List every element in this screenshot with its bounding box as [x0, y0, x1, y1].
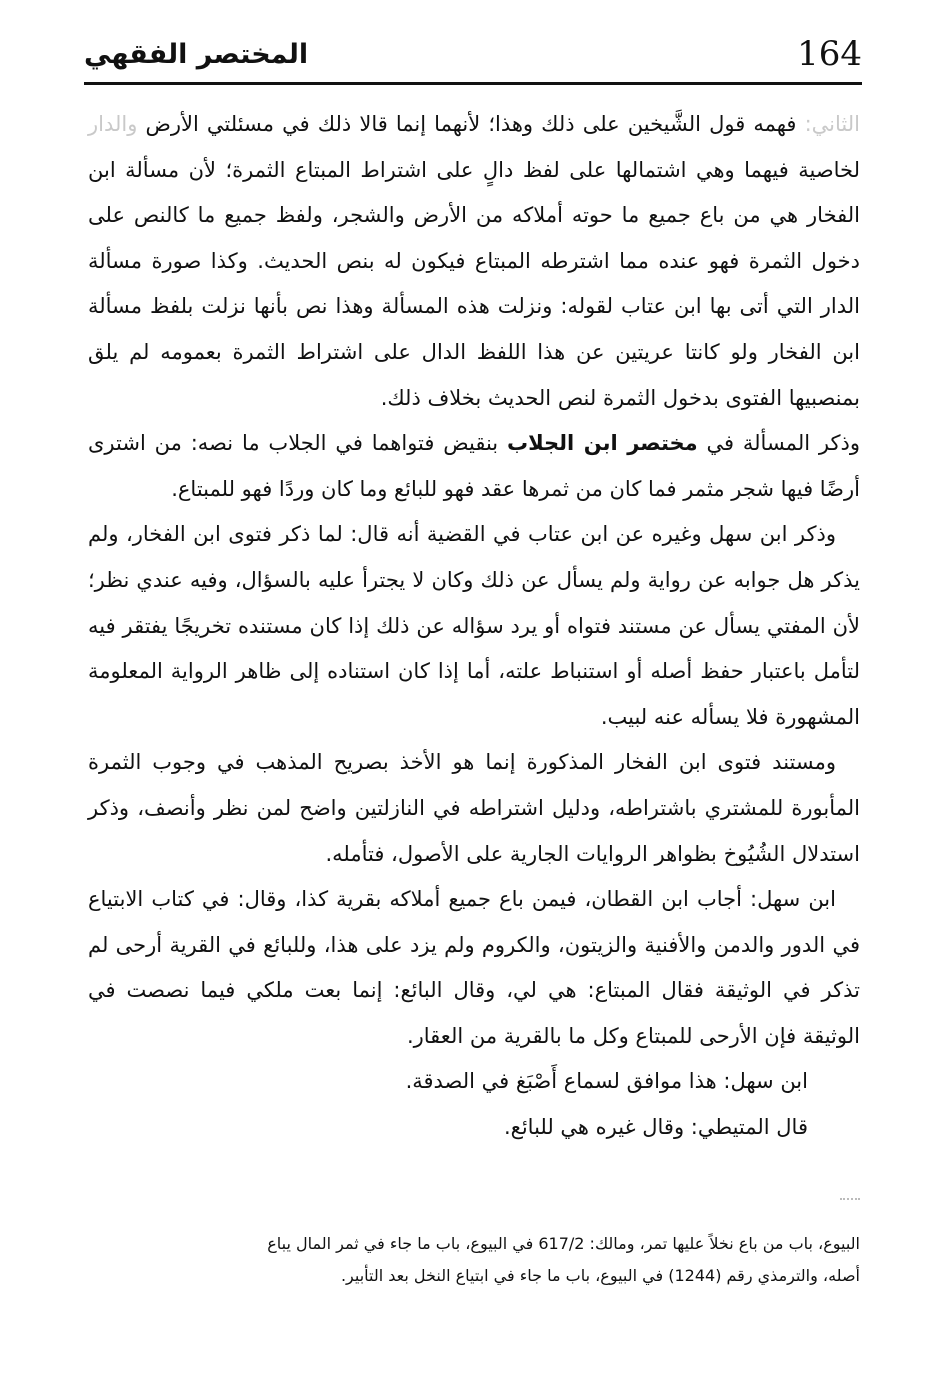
paragraph-4: ومستند فتوى ابن الفخار المذكورة إنما هو الأخذ بصريح المذهب في وجوب الثمرة المأبورة للمشتري باشتراطه، ودليل اشتراطه في النازلتين واضح لمن نظر وأنصف، وذكر استدلال الشُيُوخ بظواهر الروايات الجارية على الأصول، فتأمله. — [88, 750, 860, 866]
paragraph-1-text: فهمه قول الشَّيخين على ذلك وهذا؛ لأنهما إنما قالا ذلك في مسئلتي الأرض — [145, 112, 797, 136]
faded-word-2: والدار — [88, 112, 138, 136]
footnote-line-2: أصله، والترمذي رقم (1244) في البيوع، باب ما جاء في ابتياع النخل بعد التأبير. — [340, 1266, 860, 1285]
paragraph-2-after: بنقيض فتواهما في الجلاب ما نصه: من اشترى أرضًا فيها شجر مثمر فما كان من ثمرها عقد فهو للبائع وما كان وردًا فهو للمبتاع. — [88, 431, 860, 501]
paragraph-2 — [88, 421, 860, 512]
footnote-separator — [840, 1198, 860, 1200]
footnotes — [88, 1228, 860, 1292]
paragraph-5: ابن سهل: أجاب ابن القطان، فيمن باع جميع أملاكه بقرية كذا، وقال: في كتاب الابتياع في الدور والدمن والأفنية والزيتون، والكروم ولم يزد على هذا، وللبائع في القرية أرحى لم تذكر في الوثيقة فقال المبتاع: هي لي، وقال البائع: إنما بعت ملكي فيما نصصت في الوثيقة فإن الأرحى للمبتاع وكل ما بالقرية من العقار. — [88, 887, 860, 1048]
paragraph-1-text-2: لخاصية فيهما وهي اشتمالها على لفظ دالٍ على اشتراط المبتاع الثمرة؛ لأن مسألة ابن الفخار هي من باع جميع ما حوته أملاكه من الأرض والشجر، ولفظ جميع ما كالنص على دخول الثمرة فهو عنده مما اشترطه المبتاع فيكون له بنص الحديث. وكذا صورة مسألة الدار التي أتى بها ابن عتاب لقوله: ونزلت هذه المسألة وهذا نص بأنها نزلت بلفظ مسألة ابن الفخار ولو كانتا عريتين عن هذا اللفظ الدال على اشتراط الثمرة بعمومه لم يلق بمنصبيها الفتوى بدخول الثمرة لنص الحديث بخلاف ذلك. — [88, 157, 860, 410]
faded-word: الثاني: — [804, 112, 860, 136]
paragraph-1 — [88, 102, 860, 421]
paragraph-7: قال المتيطي: وقال غيره هي للبائع. — [503, 1115, 808, 1140]
book-reference: مختصر ابن الجلاب — [506, 431, 698, 456]
paragraph-2-before: وذكر المسألة في — [706, 431, 860, 456]
paragraph-6: ابن سهل: هذا موافق لسماع أَصْبَغ في الصدقة. — [405, 1069, 808, 1094]
footnote-line-1: البيوع، باب من باع نخلاً عليها تمر، ومالك: 617/2 في البيوع، باب ما جاء في ثمر المال يباع — [267, 1234, 860, 1253]
main-text — [88, 102, 860, 1151]
page-header — [84, 28, 862, 78]
header-rule — [84, 82, 862, 85]
paragraph-3: وذكر ابن سهل وغيره عن ابن عتاب في القضية أنه قال: لما ذكر فتوى ابن الفخار، ولم يذكر هل جوابه عن رواية ولم يسأل عن ذلك وكان لا يجترأ عليه بالسؤال، وفيه عندي نظر؛ لأن المفتي يسأل عن مستند فتواه أو يرد سؤاله عن ذلك إذا كان مستنده تخريجًا يفتقر فيه لتأمل باعتبار حفظ أصله أو استنباط علته، أما إذا كان استناده إلى ظاهر الرواية المعلومة المشهورة فلا يسأله عنه لبيب. — [88, 522, 860, 729]
page-number: 164 — [797, 34, 862, 74]
book-title: المختصر الفقهي — [84, 39, 309, 70]
